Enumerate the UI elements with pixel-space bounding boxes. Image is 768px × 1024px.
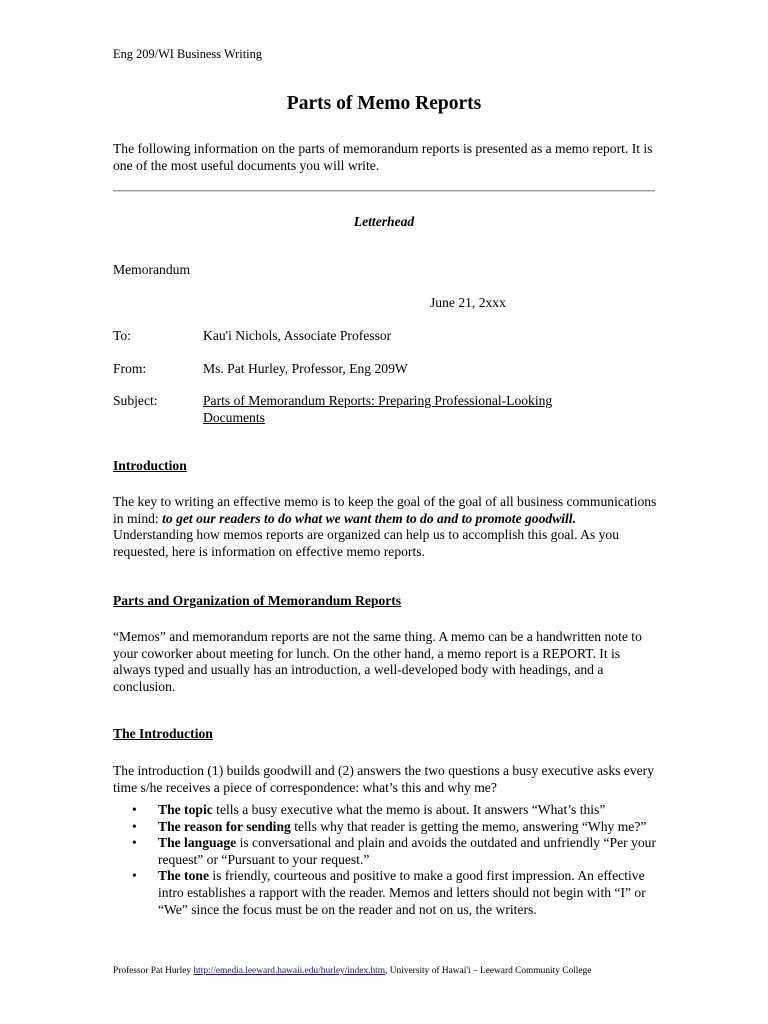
introduction-text-before: The key to writing an effective memo is to keep the goal of the goal of all business communications in mind: bbox=[113, 494, 657, 526]
introduction-bullet-list bbox=[113, 802, 658, 918]
footer-prefix: Professor Pat Hurley bbox=[113, 966, 194, 976]
letterhead: Letterhead bbox=[353, 214, 415, 229]
introduction-emphasis: to get our readers to do what we want them to do and to promote goodwill. bbox=[162, 510, 576, 526]
memo-date: June 21, 2xxx bbox=[430, 295, 506, 310]
bullet-text: is conversational and plain and avoids the outdated and unfriendly “Per your request” or “Pursuant to your request.” bbox=[158, 835, 656, 867]
bullet-icon: • bbox=[132, 802, 137, 817]
bullet-term: The language bbox=[158, 835, 237, 851]
subject-line-1: Parts of Memorandum Reports: Preparing Professional-Looking bbox=[203, 393, 553, 408]
footer-suffix: , University of Hawai'i – Leeward Community College bbox=[385, 966, 592, 976]
bullet-text: tells a busy executive what the memo is about. It answers “What’s this” bbox=[212, 802, 606, 817]
horizontal-rule bbox=[113, 190, 655, 192]
bullet-icon: • bbox=[132, 835, 137, 851]
from-value: Ms. Pat Hurley, Professor, Eng 209W bbox=[203, 361, 408, 376]
course-header: Eng 209/WI Business Writing bbox=[113, 47, 262, 61]
subject-value bbox=[203, 393, 643, 426]
list-item bbox=[113, 868, 658, 918]
footer-link[interactable]: http://emedia.leeward.hawaii.edu/hurley/index.htm bbox=[193, 966, 386, 976]
parts-paragraph: “Memos” and memorandum reports are not the same thing. A memo can be a handwritten note to your coworker about meeting for lunch. On the other hand, a memo report is a REPORT. It is always typed and usually has an introduction, a well-developed body with headings, and a conclusion. bbox=[113, 629, 642, 694]
heading-parts-organization: Parts and Organization of Memorandum Reports bbox=[113, 593, 402, 608]
introduction-paragraph bbox=[113, 494, 658, 560]
subject-line-2: Documents bbox=[203, 409, 265, 425]
bullet-text: is friendly, courteous and positive to make a good first impression. An effective intro establishes a rapport with the reader. Memos and letters should not begin with “I” or “We” since the focus must be on the reader and not on us, the writers. bbox=[158, 868, 646, 917]
heading-the-introduction: The Introduction bbox=[113, 726, 213, 741]
bullet-text: tells why that reader is getting the memo, answering “Why me?” bbox=[290, 818, 647, 834]
to-value: Kau'i Nichols, Associate Professor bbox=[203, 328, 392, 343]
bullet-icon: • bbox=[132, 868, 137, 884]
list-item bbox=[113, 819, 658, 836]
page-title: Parts of Memo Reports bbox=[286, 93, 482, 114]
bullet-term: The reason for sending bbox=[158, 818, 291, 834]
page-footer bbox=[113, 965, 591, 977]
bullet-term: The tone bbox=[158, 868, 209, 884]
bullet-term: The topic bbox=[158, 802, 213, 817]
memo-type: Memorandum bbox=[113, 262, 191, 277]
the-introduction-paragraph: The introduction (1) builds goodwill and (2) answers the two questions a busy executive asks every time s/he receives a piece of correspondence: what’s this and why me? bbox=[113, 763, 654, 795]
from-label: From: bbox=[113, 361, 147, 376]
to-label: To: bbox=[113, 328, 131, 343]
bullet-icon: • bbox=[132, 818, 137, 834]
introduction-text-after: Understanding how memos reports are organized can help us to accomplish this goal. As you requested, here is information on effective memo reports. bbox=[113, 527, 620, 559]
intro-paragraph: The following information on the parts of memorandum reports is presented as a memo report. It is one of the most useful documents you will write. bbox=[113, 141, 653, 173]
list-item bbox=[113, 802, 658, 819]
list-item bbox=[113, 835, 658, 868]
heading-introduction: Introduction bbox=[113, 458, 187, 473]
subject-label: Subject: bbox=[113, 393, 158, 408]
